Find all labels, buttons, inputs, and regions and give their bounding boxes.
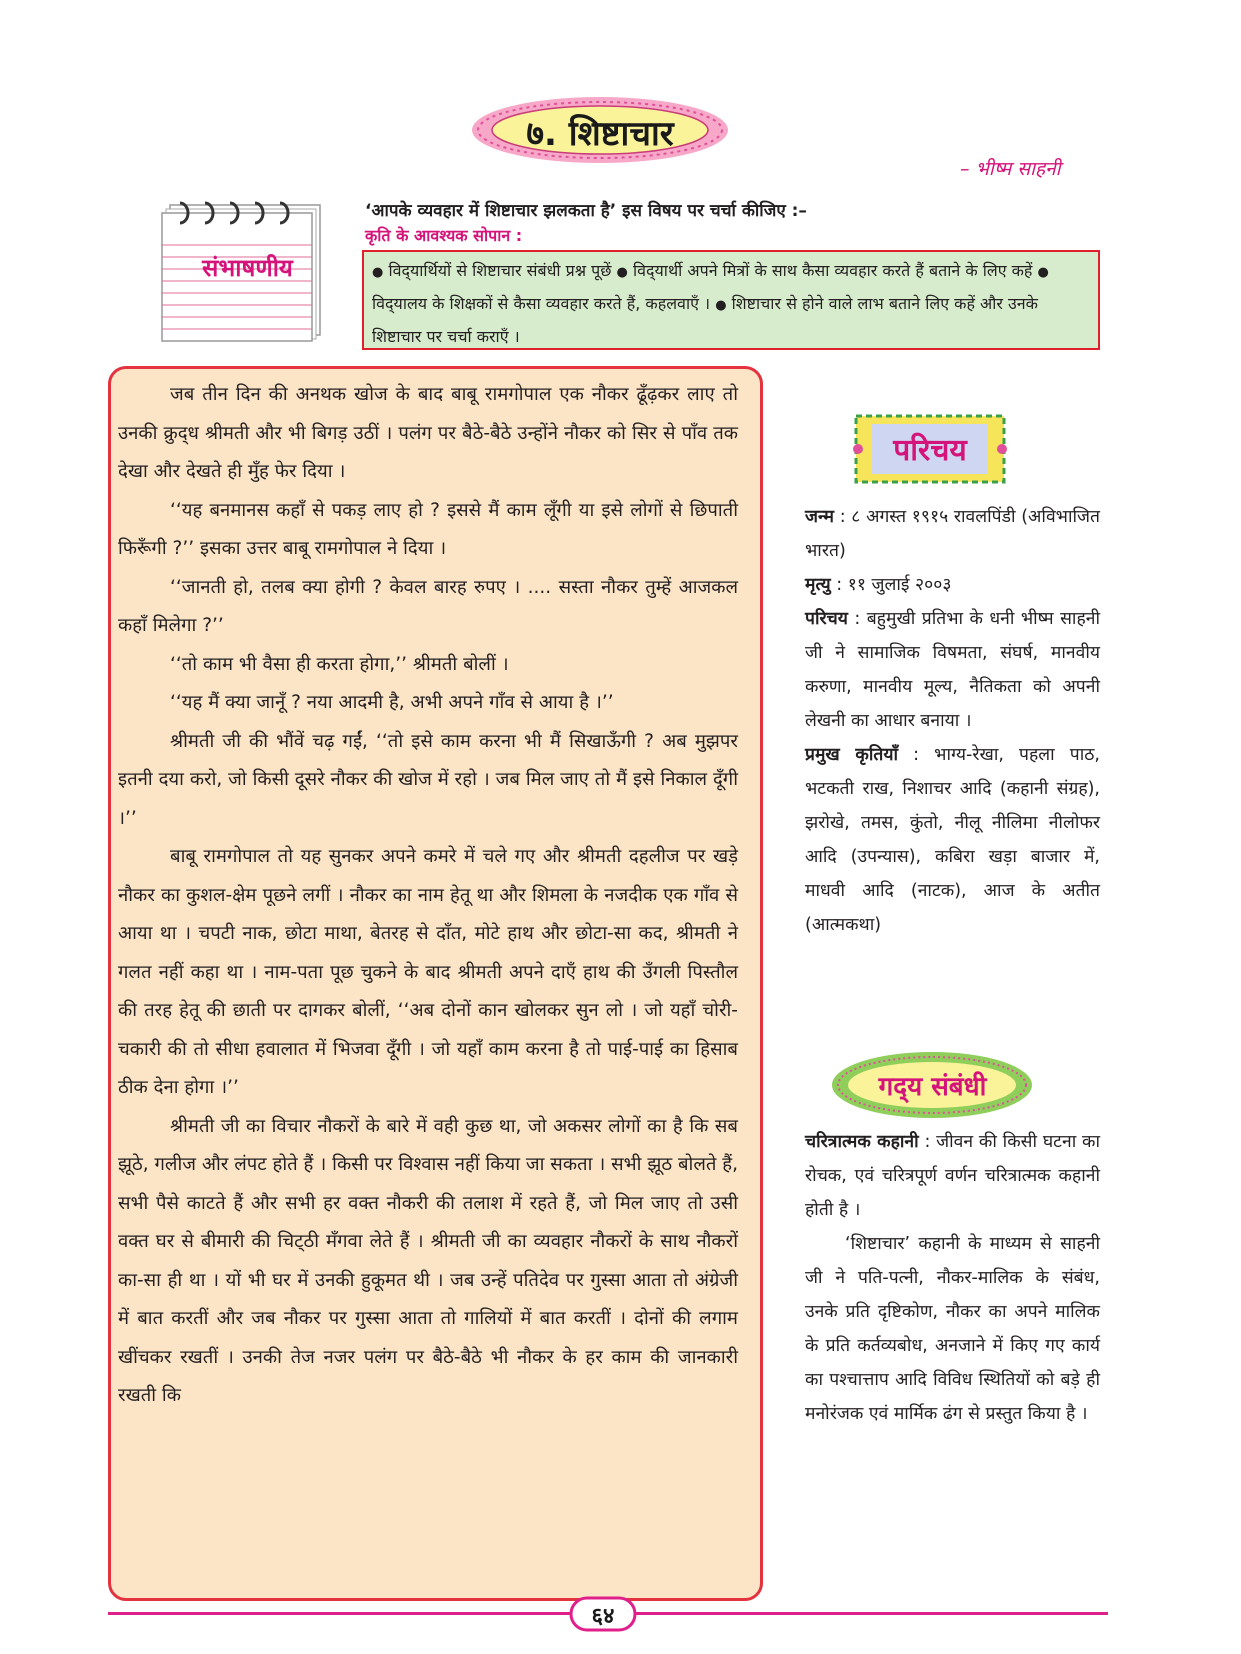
story-paragraph: बाबू रामगोपाल तो यह सुनकर अपने कमरे में चले गए और श्रीमती दहलीज पर खड़े नौकर का कुशल-क्षेम पूछने लगीं । नौकर का नाम हेतू था और शिमला के नजदीक एक गाँव से आया था । चपटी नाक, छोटा माथा, बेतरह से दाँत, मोटे हाथ और छोटा-सा कद, श्रीमती ने गलत नहीं कहा था । नाम-पता पूछ चुकने के बाद श्रीमती अपने दाएँ हाथ की उँगली पिस्तौल की तरह हेतू की छाती पर दागकर बोलीं, ‘‘अब दोनों कान खोलकर सुन लो । जो यहाँ चोरी-चकारी की तो सीधा हवालात में भिजवा दूँगी । जो यहाँ काम करना है तो पाई-पाई का हिसाब ठीक देना होगा ।’’ [118, 846, 738, 1098]
story-paragraph: श्रीमती जी की भौंवें चढ़ गईं, ‘‘तो इसे काम करना भी मैं सिखाऊँगी ? अब मुझपर इतनी दया करो, जो किसी दूसरे नौकर की खोज में रहो । जब मिल जाए तो मैं इसे निकाल दूँगी ।’’ [118, 730, 738, 829]
step-item: शिष्टाचार से होने वाले लाभ बताने लिए कहें और उनके शिष्टाचार पर चर्चा कराएँ । [372, 294, 1038, 346]
notepad-badge [160, 185, 340, 345]
birth-info [805, 500, 1100, 568]
step-item: विद्‌यार्थियों से शिष्टाचार संबंधी प्रश्न पूछें [388, 261, 612, 280]
bullet-icon: ● [616, 265, 628, 280]
term-label: चरित्रात्मक कहानी [805, 1132, 919, 1152]
discussion-badge-label: संभाषणीय [202, 254, 293, 282]
term-definition [805, 1125, 1100, 1227]
birth-label: जन्म [805, 507, 835, 527]
step-item: विद्‌यार्थी अपने मित्रों के साथ कैसा व्यवहार करते हैं बताने के लिए कहें [632, 261, 1033, 280]
death-label: मृत्यु [805, 575, 831, 595]
steps-box [362, 250, 1100, 350]
chapter-title-badge [470, 95, 730, 165]
chapter-title: ७. शिष्टाचार [526, 114, 674, 154]
author-intro [805, 500, 1100, 942]
birth-value: : ८ अगस्त १९१५ रावलपिंडी (अविभाजित भारत) [805, 507, 1100, 561]
story-paragraph: जब तीन दिन की अनथक खोज के बाद बाबू रामगोपाल एक नौकर ढूँढ़कर लाए तो उनकी क्रुद्‌ध श्रीमती और भी बिगड़ उठीं । पलंग पर बैठे-बैठे उन्होंने नौकर को सिर से पाँव तक देखा और देखते ही मुँह फेर दिया । [118, 384, 738, 482]
bullet-icon: ● [372, 265, 384, 280]
prose-summary: ‘शिष्टाचार’ कहानी के माध्यम से साहनी जी ने पति-पत्नी, नौकर-मालिक के संबंध, उनके प्रति दृष्टिकोण, नौकर का अपने मालिक के प्रति कर्तव्यबोध, अनजाने में किए गए कार्य का पश्चात्ताप आदि विविध स्थितियों को बड़े ही मनोरंजक एवं मार्मिक ढंग से प्रस्तुत किया है । [805, 1234, 1100, 1424]
works-info [805, 738, 1100, 942]
story-paragraph: ‘‘जानती हो, तलब क्या होगी ? केवल बारह रुपए । .... सस्ता नौकर तुम्हें आजकल कहाँ मिलेगा ?’’ [118, 576, 738, 636]
author-name: – भीष्म साहनी [960, 158, 1061, 180]
discussion-prompt: ‘आपके व्यवहार में शिष्टाचार झलकता है’ इस विषय पर चर्चा कीजिए :– [365, 201, 807, 221]
story-paragraph: ‘‘तो काम भी वैसा ही करता होगा,’’ श्रीमती बोलीं । [170, 653, 509, 675]
step-item: विद्‌यालय के शिक्षकों से कैसा व्यवहार करते हैं, कहलवाएँ । [372, 294, 711, 313]
bullet-icon: ● [715, 298, 727, 313]
story-text [118, 376, 738, 1416]
intro-badge [850, 412, 1010, 486]
death-info [805, 568, 1100, 602]
term-value: : जीवन की किसी घटना का रोचक, एवं चरित्रपूर्ण वर्णन चरित्रात्मक कहानी होती है । [805, 1132, 1100, 1220]
works-value: : भाग्य-रेखा, पहला पाठ, भटकती राख, निशाचर आदि (कहानी संग्रह), झरोखे, तमस, कुंतो, नीलू नीलिमा नीलोफर आदि (उपन्यास), कबिरा खड़ा बाजार में, माधवी आदि (नाटक), आज के अतीत (आत्मकथा) [805, 745, 1100, 935]
works-label: प्रमुख कृतियाँ [805, 745, 899, 765]
parichay-value: : बहुमुखी प्रतिभा के धनी भीष्म साहनी जी ने सामाजिक विषमता, संघर्ष, मानवीय करुणा, मानवीय मूल्य, नैतिकता को अपनी लेखनी का आधार बनाया । [805, 609, 1100, 731]
page-number-badge [568, 1595, 638, 1633]
parichay-label: परिचय [805, 609, 848, 629]
death-value: : ११ जुलाई २००३ [830, 575, 952, 595]
story-paragraph: ‘‘यह बनमानस कहाँ से पकड़ लाए हो ? इससे मैं काम लूँगी या इसे लोगों से छिपाती फिरूँगी ?’’ इसका उत्तर बाबू रामगोपाल ने दिया । [118, 499, 738, 559]
prose-badge-label: गद्‌य संबंधी [878, 1072, 987, 1102]
steps-heading: कृति के आवश्यक सोपान : [365, 226, 523, 245]
prose-info [805, 1125, 1100, 1431]
prose-badge [830, 1050, 1035, 1120]
intro-badge-label: परिचय [893, 433, 967, 468]
story-paragraph: ‘‘यह मैं क्या जानूँ ? नया आदमी है, अभी अपने गाँव से आया है ।’’ [170, 692, 614, 713]
page-number: ६४ [591, 1604, 615, 1629]
bullet-icon: ● [1037, 265, 1049, 280]
story-paragraph: श्रीमती जी का विचार नौकरों के बारे में वही कुछ था, जो अकसर लोगों का है कि सब झूठे, गलीज और लंपट होते हैं । किसी पर विश्वास नहीं किया जा सकता । सभी झूठ बोलते हैं, सभी पैसे काटते हैं और सभी हर वक्त नौकरी की तलाश में रहते हैं, जो मिल जाए तो उसी वक्त घर से बीमारी की चिट्‌ठी मँगवा लेते हैं । श्रीमती जी का व्यवहार नौकरों के साथ नौकरों का-सा ही था । यों भी घर में उनकी हुकूमत थी । जब उन्हें पतिदेव पर गुस्सा आता तो अंग्रेजी में बात करतीं और जब नौकर पर गुस्सा आता तो गालियों में बात करतीं । दोनों की लगाम खींचकर रखतीं । उनकी तेज नजर पलंग पर बैठे-बैठे भी नौकर के हर काम की जानकारी रखती कि [118, 1115, 738, 1406]
parichay-info [805, 602, 1100, 738]
